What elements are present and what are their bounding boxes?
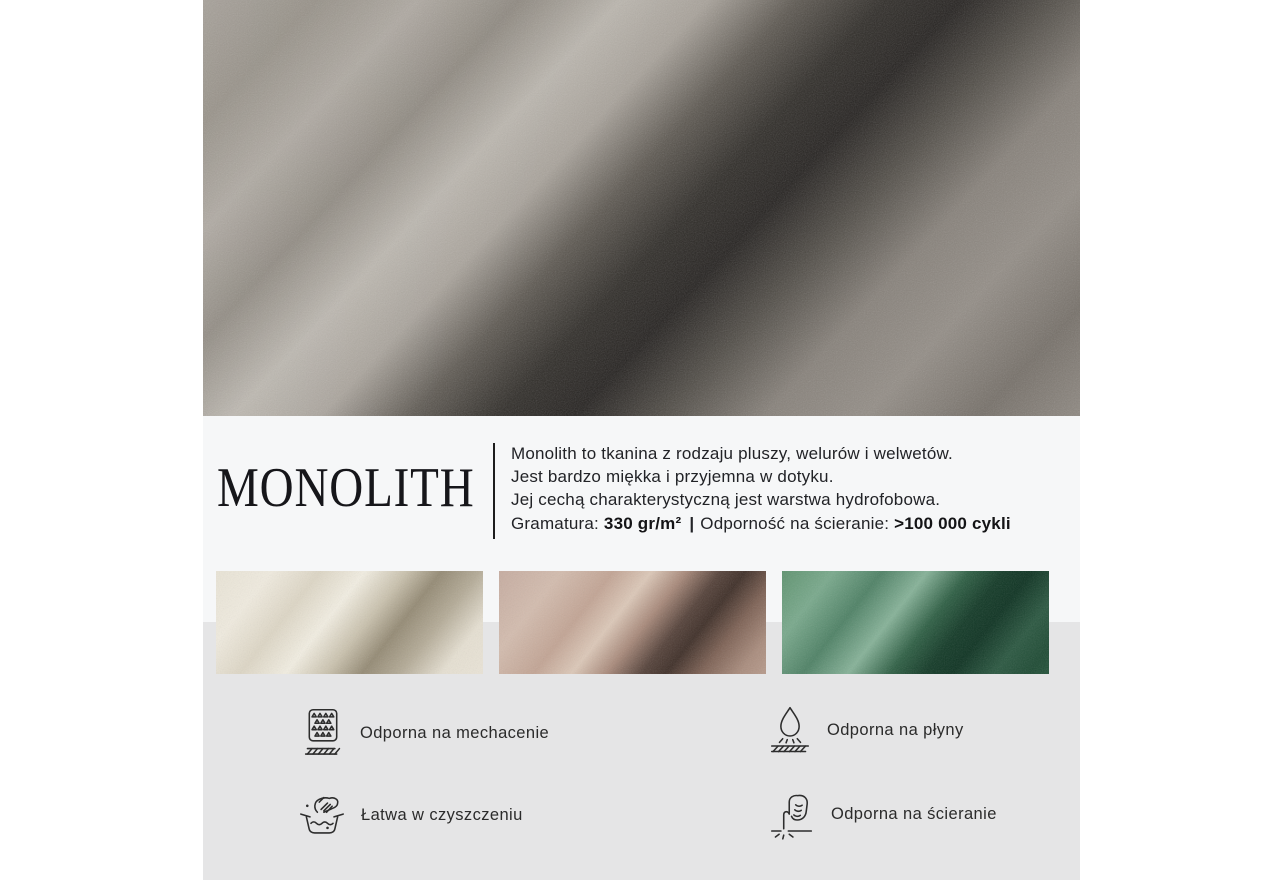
swatch-bottle-green [782, 571, 1049, 674]
fabric-title: MONOLITH [217, 457, 475, 519]
specs-separator: | [689, 513, 695, 533]
feature-easy-cleaning [299, 790, 523, 840]
fabric-grain-texture [782, 571, 1049, 674]
easy-cleaning-icon [299, 790, 345, 840]
swatch-strip [216, 571, 1049, 674]
feature-label: Odporna na ścieranie [831, 804, 997, 823]
weight-value: 330 gr/m² [603, 513, 682, 533]
description-line: Jest bardzo miękka i przyjemna w dotyku. [511, 467, 834, 487]
fabric-specs-line [511, 512, 1073, 535]
description-line: Monolith to tkanina z rodzaju pluszy, welurów i welwetów. [511, 444, 953, 463]
anti-pilling-icon [302, 707, 344, 760]
feature-liquid-resistant [769, 704, 964, 757]
swatch-cream [216, 571, 483, 674]
fabric-description [511, 442, 1073, 535]
fabric-grain-texture [216, 571, 483, 674]
description-line: Jej cechą charakterystyczną jest warstwa hydrofobowa. [511, 490, 941, 510]
feature-label: Odporna na mechacenie [360, 724, 550, 742]
feature-anti-pilling [302, 707, 549, 760]
fabric-grain-texture [203, 0, 1080, 416]
fabric-grain-texture [499, 571, 766, 674]
weight-label: Gramatura: [511, 513, 599, 533]
abrasion-value: >100 000 cykli [894, 513, 1011, 533]
abrasion-resistant-icon [769, 788, 815, 840]
swatch-rose-taupe [499, 571, 766, 674]
hero-fabric-image [203, 0, 1080, 416]
feature-label: Odporna na płyny [827, 721, 964, 739]
feature-abrasion-resistant [769, 788, 997, 840]
feature-label: Łatwa w czyszczeniu [361, 805, 523, 824]
abrasion-label: Odporność na ścieranie: [700, 513, 890, 533]
vertical-divider [493, 443, 495, 539]
liquid-resistant-icon [769, 704, 811, 757]
